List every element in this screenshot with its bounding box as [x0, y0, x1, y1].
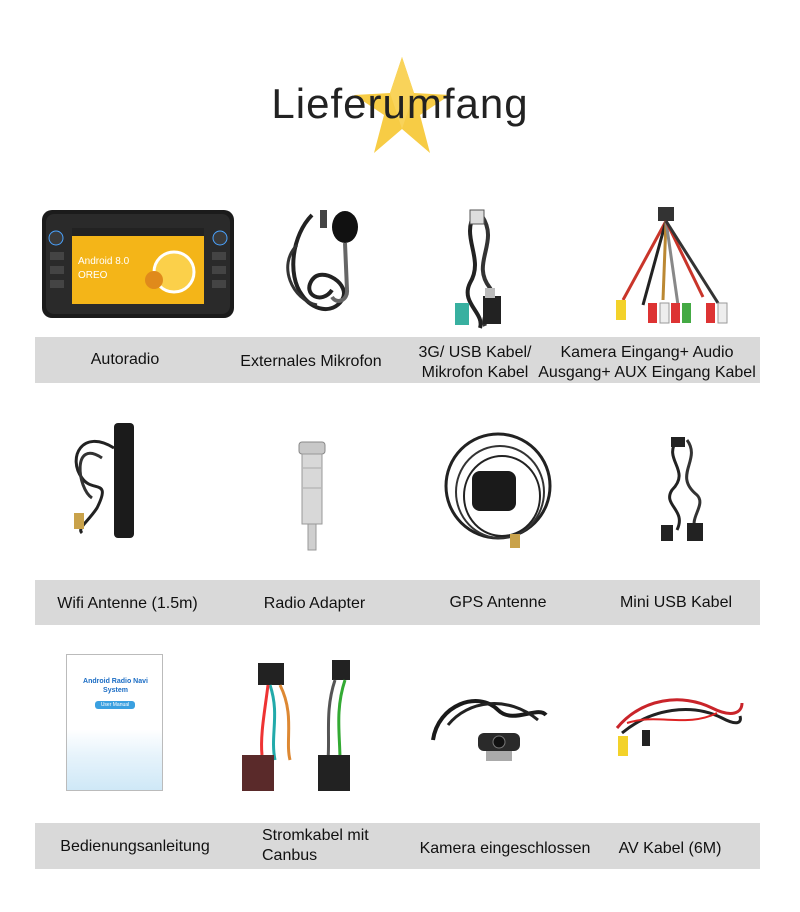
- item-label: Externales Mikrofon: [240, 353, 382, 370]
- user-manual-image: [66, 654, 163, 791]
- item-label: Kamera Eingang+ Audio Ausgang+ AUX Eingang Kabel: [538, 344, 756, 381]
- item-label: Radio Adapter: [263, 595, 366, 612]
- mini-usb-cable-image: [657, 435, 717, 545]
- av-cable-image: [612, 688, 747, 763]
- item-label: Mini USB Kabel: [619, 594, 733, 611]
- microphone-image: [282, 205, 372, 323]
- item-label: Wifi Antenne (1.5m): [57, 595, 198, 612]
- radio-adapter-image: [293, 438, 333, 553]
- wifi-antenna-image: [62, 418, 182, 548]
- item-label: 3G/ USB Kabel/ Mikrofon Kabel: [418, 344, 532, 381]
- item-label: AV Kabel (6M): [618, 840, 722, 857]
- item-label: Bedienungsanleitung: [60, 838, 210, 855]
- manual-subtitle: User Manual: [95, 701, 135, 709]
- item-label: Stromkabel mit Canbus: [262, 827, 369, 864]
- item-label: Autoradio: [90, 351, 160, 368]
- gps-antenna-image: [440, 426, 555, 556]
- audio-cable-image: [608, 205, 738, 330]
- item-label: GPS Antenne: [449, 594, 547, 611]
- usb-cable-image: [440, 208, 520, 333]
- page-title: Lieferumfang: [271, 80, 529, 127]
- manual-title: Android Radio Navi System: [83, 678, 148, 694]
- item-label: Kamera eingeschlossen: [419, 840, 591, 857]
- rear-camera-image: [428, 685, 553, 767]
- screen-line1: Android 8.0: [78, 256, 130, 267]
- screen-line2: OREO: [78, 270, 108, 281]
- power-cable-canbus-image: [240, 655, 365, 800]
